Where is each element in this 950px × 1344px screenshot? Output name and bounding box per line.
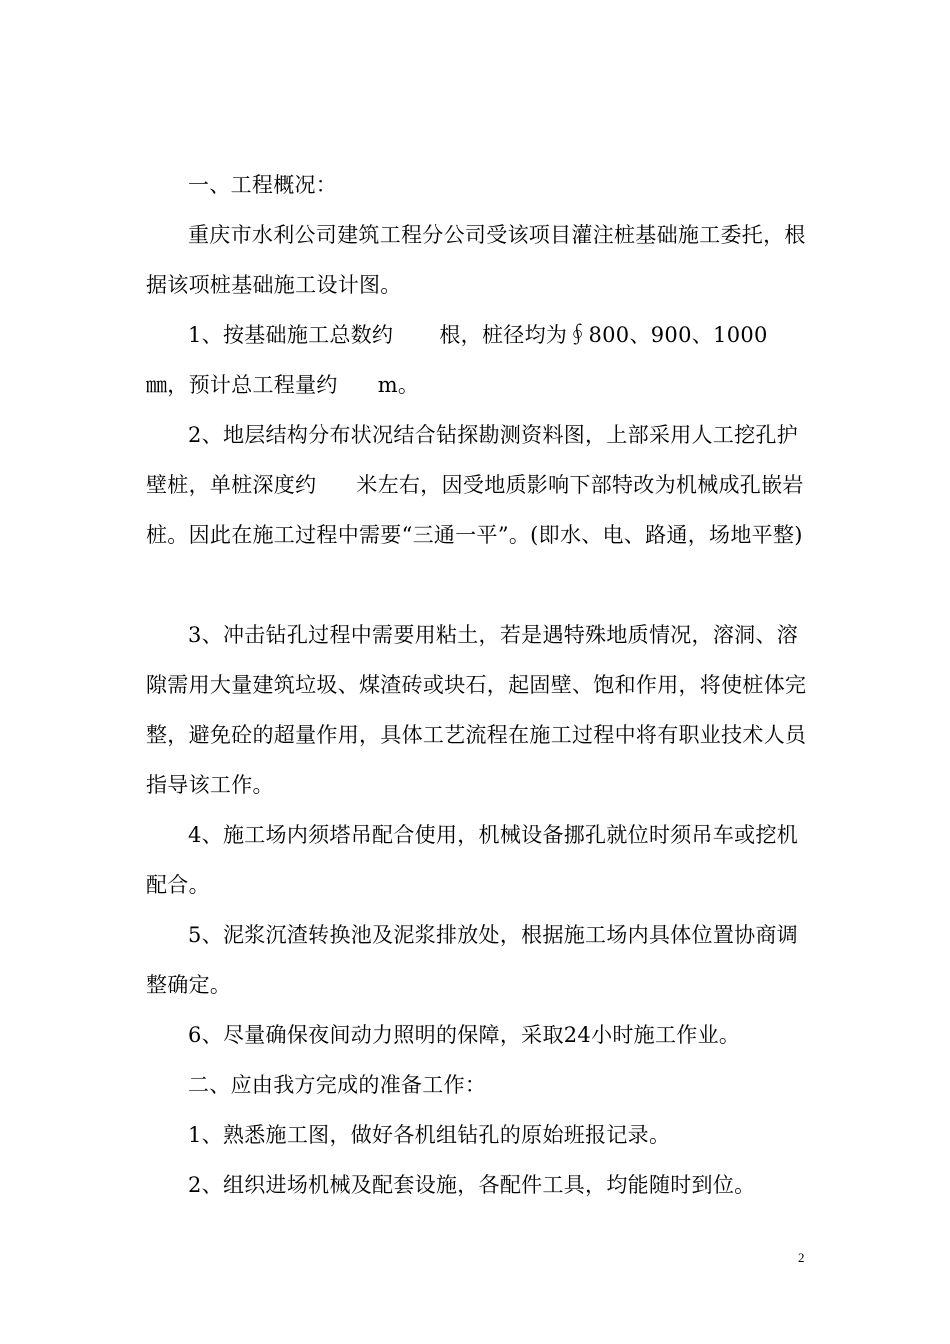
page-number: 2 xyxy=(798,1250,805,1265)
paragraph-item-5: 5、泥浆沉渣转换池及泥浆排放处，根据施工场内具体位置协商调整确定。 xyxy=(146,923,799,997)
paragraph-prep-item-1: 1、熟悉施工图，做好各机组钻孔的原始班报记录。 xyxy=(188,1123,671,1147)
paragraph-item-3: 3、冲击钻孔过程中需要用粘土，若是遇特殊地质情况，溶洞、溶隙需用大量建筑垃圾、煤渣砖或块石，起固壁、饱和作用，将使桩体完整，避免砼的超量作用，具体工艺流程在施工过程中将有职业技术人员指导该工作。 xyxy=(146,623,807,797)
item-2-part-b: 米左右，因受地质影响下部特改为机械成孔嵌岩桩。因此在施工过程中需要“三通一平”。(即水、电、路通，场地平整) xyxy=(146,473,804,547)
paragraph-item-4: 4、施工场内须塔吊配合使用，机械设备挪孔就位时须吊车或挖机配合。 xyxy=(146,823,799,897)
paragraph-commission: 重庆市水利公司建筑工程分公司受该项目灌注桩基础施工委托，根据该项桩基础施工设计图。 xyxy=(146,223,806,297)
paragraph-item-6: 6、尽量确保夜间动力照明的保障，采取24小时施工作业。 xyxy=(188,1023,741,1047)
item-2-part-a: 2、地层结构分布状况结合钻探勘测资料图，上部采用人工挖孔护壁桩，单桩深度约 xyxy=(146,423,799,497)
item-1-part-b: 根，桩径均为∮800、900、1000㎜，预计总工程量约 xyxy=(146,323,768,397)
paragraph-item-1 xyxy=(146,310,808,410)
item-1-part-a: 1、按基础施工总数约 xyxy=(188,323,394,347)
section-heading-project-overview: 一、工程概况： xyxy=(188,173,338,197)
paragraph-prep-item-2: 2、组织进场机械及配套设施，各配件工具，均能随时到位。 xyxy=(188,1173,756,1197)
item-1-part-c: m。 xyxy=(377,373,420,397)
paragraph-item-2 xyxy=(146,410,808,560)
section-heading-preparation: 二、应由我方完成的准备工作： xyxy=(188,1073,487,1097)
